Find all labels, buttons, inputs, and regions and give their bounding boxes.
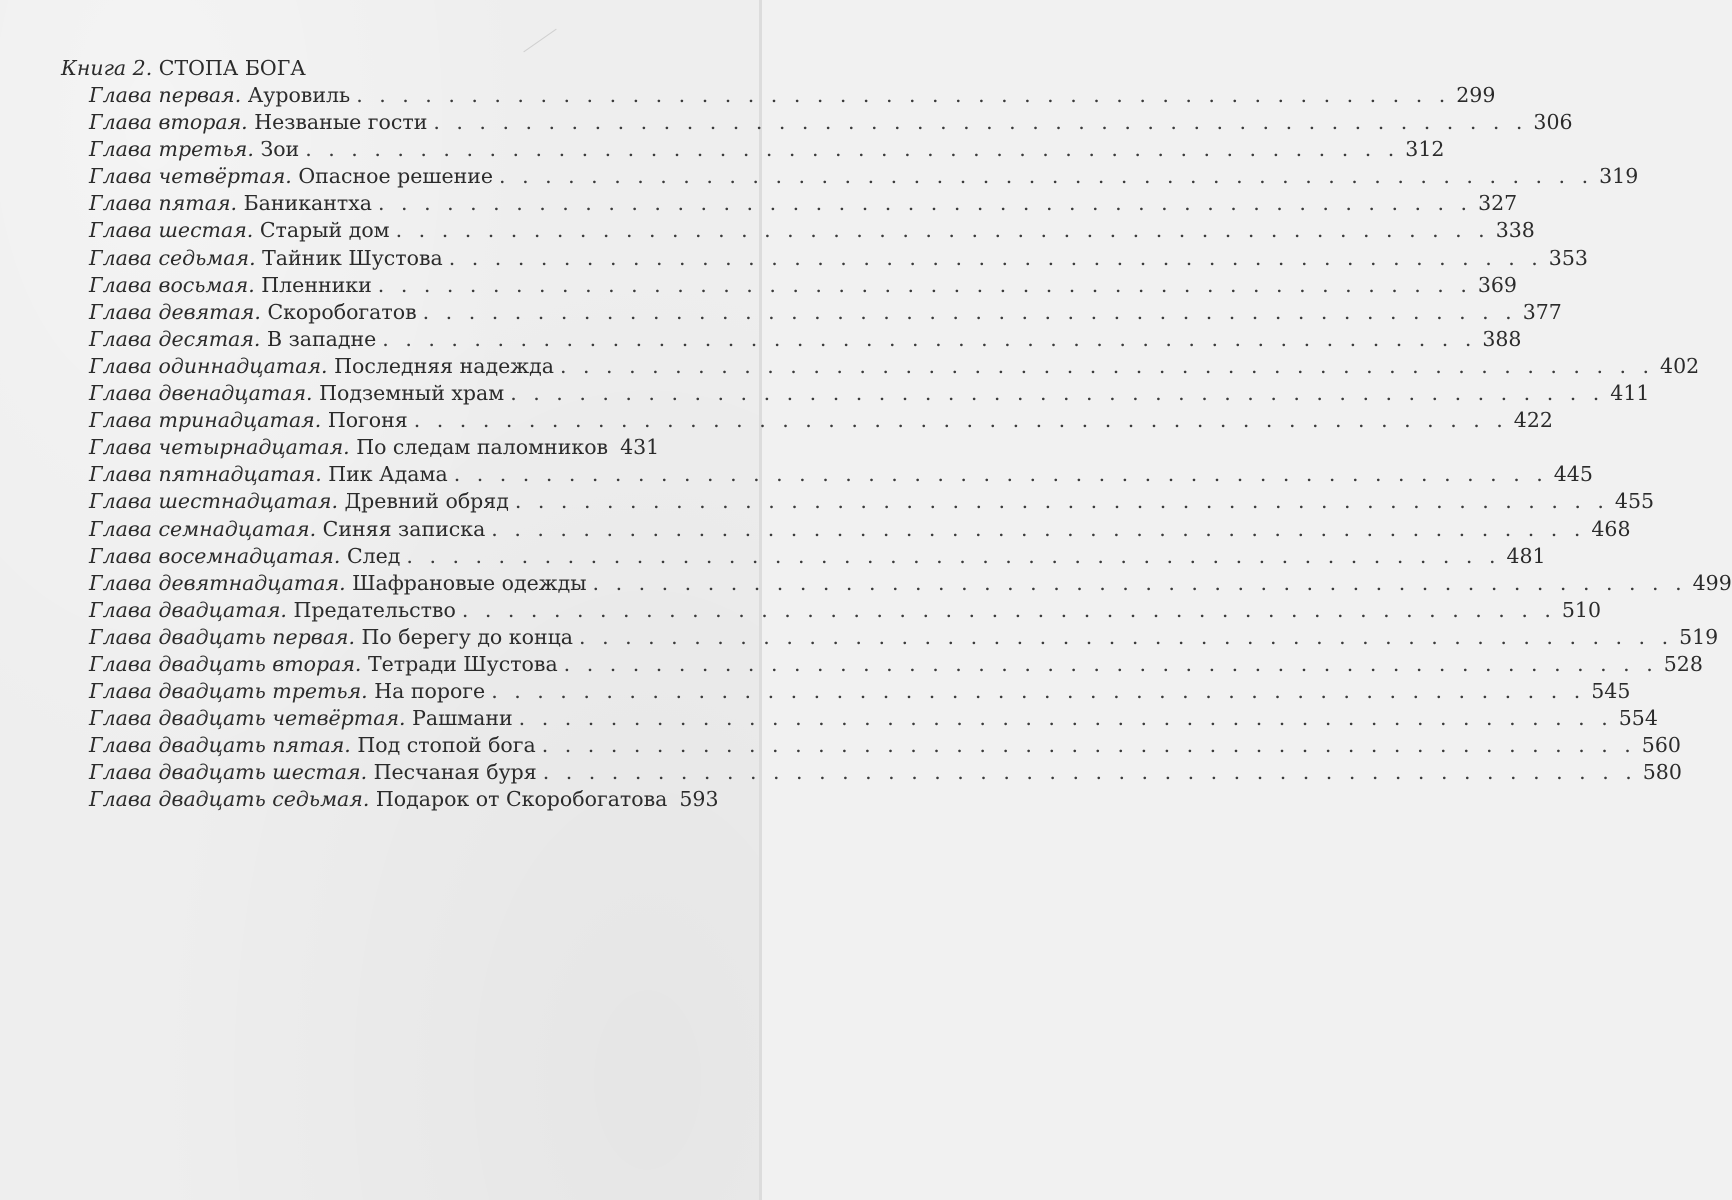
- chapter-number: Глава двадцать четвёртая.: [89, 706, 406, 731]
- chapter-title: Зои: [260, 137, 300, 162]
- toc-entry: [89, 488, 1655, 515]
- chapter-title: По берегу до конца: [361, 624, 574, 649]
- dot-leader: . . . . . . . . . . . . . . . . . . . . . . . . . . . . . . . . . . . . . . . . . . . . . . . .: [579, 624, 1674, 649]
- chapter-title: Подарок от Скоробогатова: [375, 787, 668, 812]
- chapter-title: Шафрановые одежды: [352, 570, 587, 595]
- chapter-number: Глава первая.: [89, 83, 242, 107]
- chapter-number: Глава восьмая.: [89, 272, 255, 297]
- dot-leader: . . . . . . . . . . . . . . . . . . . . . . . . . . . . . . . . . . . . . . . . . . . . . . . .: [514, 489, 1609, 514]
- paper-scratch: [523, 29, 556, 53]
- chapter-title: Баникантха: [243, 191, 373, 216]
- dot-leader: . . . . . . . . . . . . . . . . . . . . . . . . . . . . . . . . . . . . . . . . . . . . . . . .: [491, 679, 1586, 704]
- chapter-title: Пленники: [261, 272, 372, 297]
- toc-entry: [89, 163, 1639, 190]
- dot-leader: . . . . . . . . . . . . . . . . . . . . . . . . . . . . . . . . . . . . . . . . . . . . . . . .: [448, 245, 1543, 270]
- chapter-title: Последняя надежда: [334, 353, 554, 378]
- table-of-contents: [61, 55, 1732, 814]
- page-number: 431: [620, 435, 660, 460]
- chapter-title: Опасное решение: [298, 164, 494, 189]
- dot-leader: . . . . . . . . . . . . . . . . . . . . . . . . . . . . . . . . . . . . . . . . . . . . . . . .: [563, 651, 1658, 676]
- page-number: 306: [1533, 110, 1573, 135]
- page-number: 377: [1522, 299, 1562, 324]
- page-number: 499: [1692, 570, 1732, 595]
- toc-entry: [89, 732, 1681, 759]
- chapter-title: Древний обряд: [344, 489, 509, 514]
- book-title: СТОПА БОГА: [158, 56, 306, 80]
- dot-leader: . . . . . . . . . . . . . . . . . . . . . . . . . . . . . . . . . . . . . . . . . . . . . . . .: [559, 353, 1655, 378]
- page-number: 545: [1591, 679, 1631, 704]
- dot-leader: . . . . . . . . . . . . . . . . . . . . . . . . . . . . . . . . . . . . . . . . . . . . . . . .: [510, 381, 1605, 406]
- chapter-number: Глава двадцать первая.: [89, 624, 355, 649]
- dot-leader: . . . . . . . . . . . . . . . . . . . . . . . . . . . . . . . . . . . . . . . . . . . . . . . .: [541, 733, 1636, 758]
- chapter-number: Глава двадцатая.: [89, 597, 287, 622]
- chapter-number: Глава десятая.: [89, 326, 261, 351]
- page-number: 312: [1405, 137, 1445, 162]
- book-label: Книга 2.: [61, 56, 153, 80]
- toc-entry: [89, 407, 1553, 434]
- page-number: 455: [1614, 489, 1655, 514]
- chapter-number: Глава двенадцатая.: [89, 381, 313, 406]
- chapter-number: Глава семнадцатая.: [89, 516, 317, 541]
- chapter-number: Глава вторая.: [89, 110, 248, 135]
- chapter-title: По следам паломников: [356, 435, 609, 460]
- toc-entry: [89, 516, 1631, 543]
- toc-entry: [89, 190, 1518, 217]
- toc-entry: [89, 759, 1682, 786]
- chapter-number: Глава тринадцатая.: [89, 408, 322, 433]
- page-number: 593: [679, 787, 719, 812]
- chapter-number: Глава двадцать шестая.: [89, 760, 368, 785]
- toc-entry: [89, 434, 660, 461]
- dot-leader: . . . . . . . . . . . . . . . . . . . . . . . . . . . . . . . . . . . . . . . . . . . . . . . .: [592, 570, 1687, 595]
- chapter-number: Глава пятнадцатая.: [89, 462, 322, 487]
- toc-entry: [89, 461, 1593, 488]
- page-number: 560: [1641, 733, 1681, 758]
- toc-entry: [89, 786, 719, 813]
- page-number: 580: [1642, 760, 1682, 785]
- dot-leader: . . . . . . . . . . . . . . . . . . . . . . . . . . . . . . . . . . . . . . . . . . . . . . . .: [461, 597, 1556, 622]
- chapter-title: Ауровиль: [247, 83, 351, 107]
- chapter-number: Глава девятнадцатая.: [89, 570, 346, 595]
- page-number: 554: [1618, 706, 1658, 731]
- dot-leader: . . . . . . . . . . . . . . . . . . . . . . . . . . . . . . . . . . . . . . . . . . . . . . . .: [378, 191, 1473, 216]
- page-number: 369: [1477, 272, 1517, 297]
- page-number: 319: [1599, 164, 1639, 189]
- dot-leader: . . . . . . . . . . . . . . . . . . . . . . . . . . . . . . . . . . . . . . . . . . . . . . . .: [499, 164, 1594, 189]
- chapter-title: В западне: [266, 326, 377, 351]
- chapter-title: Пик Адама: [328, 462, 448, 487]
- chapter-number: Глава двадцать седьмая.: [89, 787, 370, 812]
- toc-entry: [89, 678, 1631, 705]
- page-number: 468: [1591, 516, 1631, 541]
- toc-entry: [89, 136, 1445, 163]
- chapter-title: Старый дом: [259, 218, 390, 243]
- chapter-title: Погоня: [327, 408, 408, 433]
- chapter-number: Глава шестнадцатая.: [89, 489, 338, 514]
- page-number: 411: [1610, 381, 1650, 406]
- page-number: 445: [1553, 462, 1593, 487]
- chapter-number: Глава седьмая.: [89, 245, 256, 270]
- chapter-number: Глава четырнадцатая.: [89, 435, 350, 460]
- chapter-number: Глава четвёртая.: [89, 164, 292, 189]
- page-number: 510: [1561, 597, 1602, 622]
- chapter-title: Песчаная буря: [373, 760, 537, 785]
- chapter-title: Тетради Шустова: [367, 651, 558, 676]
- dot-leader: . . . . . . . . . . . . . . . . . . . . . . . . . . . . . . . . . . . . . . . . . . . . . . . .: [491, 516, 1586, 541]
- dot-leader: . . . . . . . . . . . . . . . . . . . . . . . . . . . . . . . . . . . . . . . . . . . . . . . .: [382, 326, 1477, 351]
- chapter-number: Глава двадцать пятая.: [89, 733, 351, 758]
- toc-entry: [89, 272, 1517, 299]
- chapter-number: Глава шестая.: [89, 218, 254, 243]
- dot-leader: . . . . . . . . . . . . . . . . . . . . . . . . . . . . . . . . . . . . . . . . . . . . . . . .: [356, 83, 1451, 107]
- chapter-number: Глава двадцать вторая.: [89, 651, 362, 676]
- dot-leader: . . . . . . . . . . . . . . . . . . . . . . . . . . . . . . . . . . . . . . . . . . . . . . . .: [305, 137, 1400, 162]
- toc-entry: [89, 299, 1562, 326]
- toc-entry: [89, 245, 1588, 272]
- chapter-title: Скоробогатов: [267, 299, 417, 324]
- dot-leader: . . . . . . . . . . . . . . . . . . . . . . . . . . . . . . . . . . . . . . . . . . . . . . . .: [413, 408, 1508, 433]
- toc-entry: [89, 109, 1573, 136]
- dot-leader: . . . . . . . . . . . . . . . . . . . . . . . . . . . . . . . . . . . . . . . . . . . . . . . .: [518, 706, 1613, 731]
- chapter-number: Глава восемнадцатая.: [89, 543, 341, 568]
- toc-entry: [89, 597, 1602, 624]
- chapter-title: Тайник Шустова: [262, 245, 443, 270]
- toc-entry: [89, 624, 1719, 651]
- book-heading: [61, 55, 651, 82]
- chapter-title: Предательство: [293, 597, 456, 622]
- chapter-title: След: [346, 543, 401, 568]
- page-number: 353: [1548, 245, 1588, 270]
- page-number: 528: [1663, 651, 1703, 676]
- dot-leader: . . . . . . . . . . . . . . . . . . . . . . . . . . . . . . . . . . . . . . . . . . . . . . . .: [542, 760, 1637, 785]
- toc-entry: [89, 380, 1650, 407]
- chapter-list: [61, 82, 1732, 814]
- dot-leader: . . . . . . . . . . . . . . . . . . . . . . . . . . . . . . . . . . . . . . . . . . . . . . . .: [433, 110, 1528, 135]
- chapter-number: Глава пятая.: [89, 191, 238, 216]
- page-number: 422: [1513, 408, 1553, 433]
- page-number: 402: [1660, 353, 1700, 378]
- page-number: 481: [1506, 543, 1546, 568]
- dot-leader: . . . . . . . . . . . . . . . . . . . . . . . . . . . . . . . . . . . . . . . . . . . . . . . .: [422, 299, 1517, 324]
- chapter-number: Глава девятая.: [89, 299, 261, 324]
- dot-leader: . . . . . . . . . . . . . . . . . . . . . . . . . . . . . . . . . . . . . . . . . . . . . . . .: [453, 462, 1548, 487]
- chapter-title: На пороге: [374, 679, 486, 704]
- chapter-title: Незваные гости: [254, 110, 428, 135]
- page-number: 388: [1482, 326, 1522, 351]
- toc-entry: [89, 705, 1658, 732]
- toc-entry: [89, 570, 1732, 597]
- chapter-title: Рашмани: [412, 706, 513, 731]
- chapter-number: Глава одиннадцатая.: [89, 353, 328, 378]
- dot-leader: . . . . . . . . . . . . . . . . . . . . . . . . . . . . . . . . . . . . . . . . . . . . . . . .: [395, 218, 1490, 243]
- page-number: 338: [1495, 218, 1535, 243]
- toc-entry: [89, 82, 1496, 109]
- page-number: 519: [1679, 624, 1719, 649]
- toc-entry: [89, 217, 1535, 244]
- dot-leader: . . . . . . . . . . . . . . . . . . . . . . . . . . . . . . . . . . . . . . . . . . . . . . . .: [377, 272, 1472, 297]
- chapter-title: Под стопой бога: [357, 733, 536, 758]
- chapter-number: Глава двадцать третья.: [89, 679, 368, 704]
- toc-entry: [89, 651, 1703, 678]
- chapter-title: Синяя записка: [322, 516, 486, 541]
- toc-entry: [89, 353, 1700, 380]
- toc-entry: [89, 326, 1522, 353]
- chapter-number: Глава третья.: [89, 137, 254, 162]
- page-number: 299: [1456, 83, 1496, 107]
- toc-entry: [89, 543, 1546, 570]
- dot-leader: . . . . . . . . . . . . . . . . . . . . . . . . . . . . . . . . . . . . . . . . . . . . . . . .: [406, 543, 1501, 568]
- page-number: 327: [1478, 191, 1518, 216]
- chapter-title: Подземный храм: [319, 381, 505, 406]
